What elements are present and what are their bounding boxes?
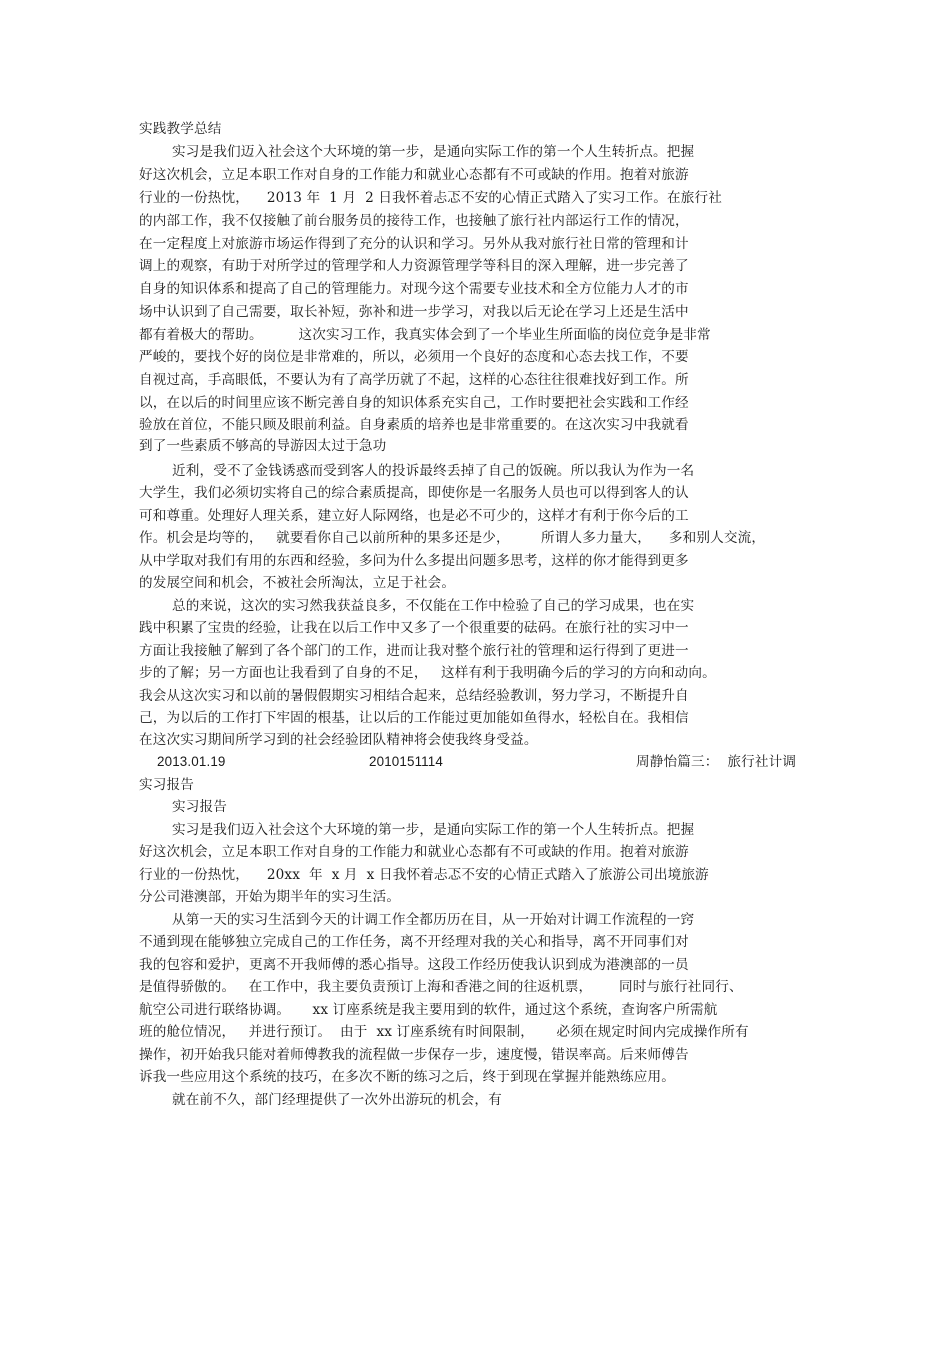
text-line: 自身的知识体系和提高了自己的管理能力。对现今这个需要专业技术和全方位能力人才的市 bbox=[139, 281, 689, 297]
text-line: 都有着极大的帮助。 这次实习工作，我真实体会到了一个毕业生所面临的岗位竞争是非常 bbox=[139, 327, 711, 343]
text-line: 自视过高，手高眼低，不要认为有了高学历就了不起，这样的心态往往很难找好到工作。所 bbox=[139, 372, 689, 388]
student-id-text: 2010151114 bbox=[369, 754, 443, 769]
text-line: 不通到现在能够独立完成自己的工作任务，离不开经理对我的关心和指导，离不开同事们对 bbox=[139, 934, 689, 950]
section-subtitle: 实习报告 bbox=[172, 799, 227, 815]
text-line: 近利，受不了金钱诱惑而受到客人的投诉最终丢掉了自己的饭碗。所以我认为作为一名 bbox=[172, 463, 695, 479]
text-line: 方面让我接触了解到了各个部门的工作，进而让我对整个旅行社的管理和运行得到了更进一 bbox=[139, 643, 689, 659]
text-line: 在这次实习期间所学习到的社会经验团队精神将会使我终身受益。 bbox=[139, 732, 538, 748]
text-line: 己，为以后的工作打下牢固的根基，让以后的工作能过更加能如鱼得水，轻松自在。我相信 bbox=[139, 710, 689, 726]
text-line: 我会从这次实习和以前的暑假假期实习相结合起来，总结经验教训，努力学习，不断提升自 bbox=[139, 688, 689, 704]
text-line: 到了一些素质不够高的导游因太过于急功 bbox=[139, 438, 387, 454]
text-line: 操作，初开始我只能对着师傅教我的流程做一步保存一步，速度慢，错误率高。后来师傅告 bbox=[139, 1047, 689, 1063]
text-line: 航空公司进行联络协调。 xx 订座系统是我主要用到的软件，通过这个系统，查询客户所需航 bbox=[139, 1002, 718, 1018]
author-and-section-heading: 周静怡篇三： 旅行社计调 bbox=[636, 754, 797, 770]
text-line: 行业的一份热忱， 2013 年 1 月 2 日我怀着忐忑不安的心情正式踏入了实习工作。在旅行社 bbox=[139, 190, 723, 206]
text-line: 好这次机会，立足本职工作对自身的工作能力和就业心态都有不可或缺的作用。抱着对旅游 bbox=[139, 167, 689, 183]
text-line: 班的舱位情况， 并进行预订。 由于 xx 订座系统有时间限制， 必须在规定时间内完成操作所有 bbox=[139, 1024, 749, 1040]
text-line: 总的来说，这次的实习然我获益良多，不仅能在工作中检验了自己的学习成果，也在实 bbox=[172, 598, 695, 614]
text-line: 验放在首位，不能只顾及眼前利益。自身素质的培养也是非常重要的。在这次实习中我就看 bbox=[139, 417, 689, 433]
text-line: 实习是我们迈入社会这个大环境的第一步，是通向实际工作的第一个人生转折点。把握 bbox=[172, 822, 695, 838]
text-line: 调上的观察，有助于对所学过的管理学和人力资源管理学等科目的深入理解，进一步完善了 bbox=[139, 258, 689, 274]
text-line: 从中学取对我们有用的东西和经验，多问为什么多提出问题多思考，这样的你才能得到更多 bbox=[139, 553, 689, 569]
text-line: 可和尊重。处理好人理关系，建立好人际网络，也是必不可少的，这样才有利于你今后的工 bbox=[139, 508, 689, 524]
text-line: 步的了解；另一方面也让我看到了自身的不足， 这样有利于我明确今后的学习的方向和动向。 bbox=[139, 665, 716, 681]
text-line: 的发展空间和机会，不被社会所淘汰，立足于社会。 bbox=[139, 575, 456, 591]
text-line: 严峻的，要找个好的岗位是非常难的，所以，必须用一个良好的态度和心态去找工作，不要 bbox=[139, 349, 689, 365]
text-line: 就在前不久，部门经理提供了一次外出游玩的机会，有 bbox=[172, 1092, 502, 1108]
text-line: 实习是我们迈入社会这个大环境的第一步，是通向实际工作的第一个人生转折点。把握 bbox=[172, 144, 695, 160]
text-line: 行业的一份热忱， 20xx 年 x 月 x 日我怀着忐忑不安的心情正式踏入了旅游公司出境旅游 bbox=[139, 867, 709, 883]
text-line: 以，在以后的时间里应该不断完善自身的知识体系充实自己，工作时要把社会实践和工作经 bbox=[139, 395, 689, 411]
text-line: 分公司港澳部，开始为期半年的实习生活。 bbox=[139, 889, 401, 905]
text-line: 的内部工作，我不仅接触了前台服务员的接待工作，也接触了旅行社内部运行工作的情况， bbox=[139, 213, 689, 229]
text-line: 好这次机会，立足本职工作对自身的工作能力和就业心态都有不可或缺的作用。抱着对旅游 bbox=[139, 844, 689, 860]
text-line: 场中认识到了自己需要，取长补短，弥补和进一步学习，对我以后无论在学习上还是生活中 bbox=[139, 304, 689, 320]
section-title: 实践教学总结 bbox=[139, 121, 222, 137]
text-line: 诉我一些应用这个系统的技巧，在多次不断的练习之后，终于到现在掌握并能熟练应用。 bbox=[139, 1069, 676, 1085]
text-line: 作。机会是均等的， 就要看你自己以前所种的果多还是少， 所谓人多力量大， 多和别人交流， bbox=[139, 530, 766, 546]
text-line: 是值得骄傲的。 在工作中，我主要负责预订上海和香港之间的往返机票， 同时与旅行社同行、 bbox=[139, 979, 743, 995]
section-title: 实习报告 bbox=[139, 777, 194, 793]
date-text: 2013.01.19 bbox=[157, 754, 226, 769]
text-line: 我的包容和爱护，更离不开我师傅的悉心指导。这段工作经历使我认识到成为港澳部的一员 bbox=[139, 957, 689, 973]
text-line: 践中积累了宝贵的经验，让我在以后工作中又多了一个很重要的砝码。在旅行社的实习中一 bbox=[139, 620, 689, 636]
text-line: 从第一天的实习生活到今天的计调工作全都历历在目，从一开始对计调工作流程的一窍 bbox=[172, 912, 695, 928]
text-line: 大学生，我们必须切实将自己的综合素质提高，即使你是一名服务人员也可以得到客人的认 bbox=[139, 485, 689, 501]
text-line: 在一定程度上对旅游市场运作得到了充分的认识和学习。另外从我对旅行社日常的管理和计 bbox=[139, 236, 689, 252]
